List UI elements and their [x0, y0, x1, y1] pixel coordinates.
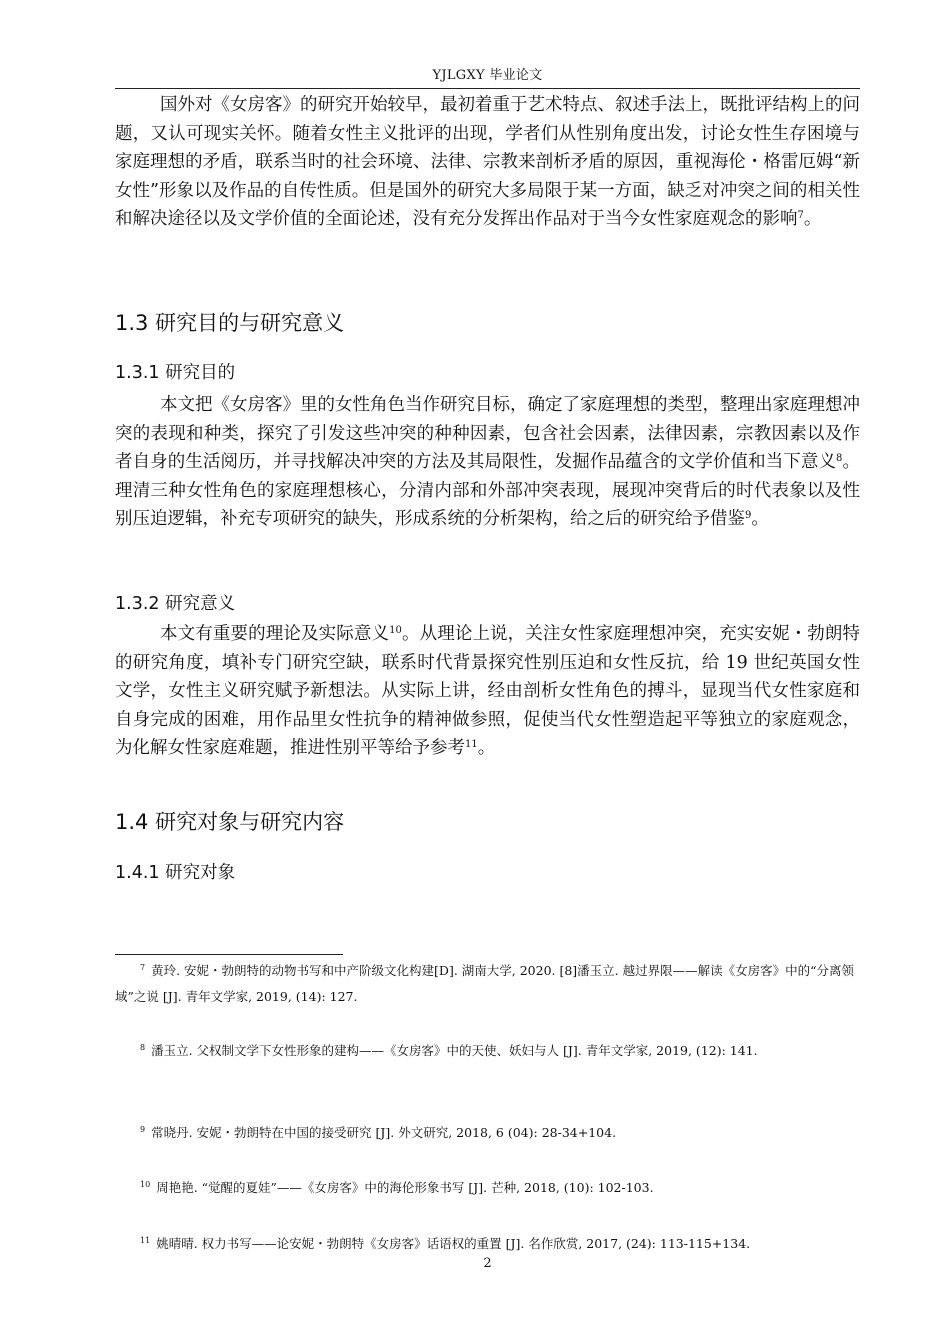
- footnote-9: $^9$ 常晓丹. 安妮・勃朗特在中国的接受研究 [J]. 外文研究, 2018, 6 (04): 28-34+104.: [140, 1125, 617, 1140]
- footnote-8: $^8$ 潘玉立. 父权制文学下女性形象的建构——《女房客》中的天使、妖妇与人 [J]. 青年文学家, 2019, (12): 141.: [140, 1043, 758, 1058]
- footnote-ref-11[interactable]: 11: [465, 739, 478, 751]
- footnote-ref-10[interactable]: 10: [389, 625, 402, 636]
- footnote-10: $^{10}$ 周艳艳. “觉醒的夏娃”——《女房客》中的海伦形象书写 [J]. 芒种, 2018, (10): 102-103.: [140, 1180, 654, 1195]
- page-number: 2: [483, 1256, 492, 1271]
- footnote-separator: [115, 954, 343, 955]
- footnote-ref-8[interactable]: 8: [836, 453, 843, 465]
- subsection-heading-1-3-2: 1.3.2 研究意义: [115, 594, 236, 614]
- paragraph-research-purpose: 本文把《女房客》里的女性角色当作研究目标，确定了家庭理想的类型，整理出家庭理想冲突的表现和种类，探究了引发这些冲突的种种因素，包含社会因素，法律因素，宗教因素以及作者自身的生活阅历，并寻找解决冲突的方法及其局限性，发掘作品蕴含的文学价值和当下意义$^8$。理清三种女性角色的家庭理想核心，分清内部和外部冲突表现，展现冲突背后的时代表象以及性别压迫逻辑，补充专项研究的缺失，形成系统的分析架构，给之后的研究给予借鉴$^9$。: [115, 395, 861, 530]
- footnote-ref-9[interactable]: 9: [745, 510, 752, 522]
- header-rule: [115, 88, 860, 89]
- footnote-ref-7[interactable]: 7: [797, 210, 804, 222]
- footnote-11: $^{11}$ 姚晴晴. 权力书写——论安妮・勃朗特《女房客》话语权的重置 [J]. 名作欣赏, 2017, (24): 113-115+134.: [140, 1236, 751, 1251]
- footnote-7: $^7$ 黄玲. 安妮・勃朗特的动物书写和中产阶级文化构建[D]. 湖南大学, 2020. [8]潘玉立. 越过界限——解读《女房客》中的“分离领域”之说 [J]. 青年文学家, 2019, (14): 127.: [115, 963, 855, 1004]
- subsection-heading-1-3-1: 1.3.1 研究目的: [115, 363, 236, 383]
- page-header: YJLGXY 毕业论文: [432, 68, 543, 83]
- section-heading-1-3: 1.3 研究目的与研究意义: [115, 311, 345, 335]
- paragraph-foreign-research: 国外对《女房客》的研究开始较早，最初着重于艺术特点、叙述手法上，既批评结构上的问题，又认可现实关怀。随着女性主义批评的出现，学者们从性别角度出发，讨论女性生存困境与家庭理想的矛盾，联系当时的社会环境、法律、宗教来剖析矛盾的原因，重视海伦・格雷厄姆“新女性”形象以及作品的自传性质。但是国外的研究大多局限于某一方面，缺乏对冲突之间的相关性和解决途径以及文学价值的全面论述，没有充分发挥出作品对于当今女性家庭观念的影响$^7$。: [115, 95, 860, 230]
- section-heading-1-4: 1.4 研究对象与研究内容: [115, 810, 345, 834]
- paragraph-research-significance: 本文有重要的理论及实际意义$^{10}$。从理论上说，关注女性家庭理想冲突，充实安妮・勃朗特的研究角度，填补专门研究空缺，联系时代背景探究性别压迫和女性反抗，给 19 世纪英国女性文学，女性主义研究赋予新想法。从实际上讲，经由剖析女性角色的搏斗，显现当代女性家庭和自身完成的困难，用作品里女性抗争的精神做参照，促使当代女性塑造起平等独立的家庭观念，为化解女性家庭难题，推进性别平等给予参考$^{11}$。: [115, 624, 861, 759]
- subsection-heading-1-4-1: 1.4.1 研究对象: [115, 863, 236, 883]
